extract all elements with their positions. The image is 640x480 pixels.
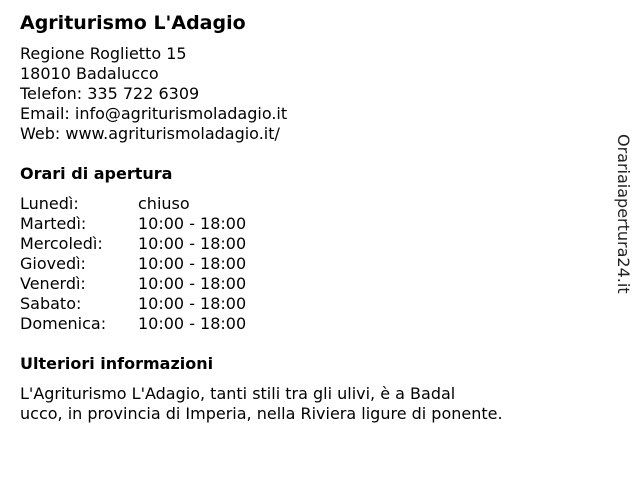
- hours-day: Domenica:: [20, 314, 107, 333]
- hours-row-saturday: [20, 294, 320, 314]
- hours-day: Lunedì:: [20, 194, 79, 213]
- more-info-heading: Ulteriori informazioni: [20, 354, 214, 373]
- business-name: Agriturismo L'Adagio: [20, 12, 246, 34]
- web-line: Web: www.agriturismoladagio.it/: [20, 124, 280, 143]
- hours-row-friday: [20, 274, 320, 294]
- hours-time: 10:00 - 18:00: [138, 274, 247, 293]
- hours-time: 10:00 - 18:00: [138, 254, 247, 273]
- hours-time: 10:00 - 18:00: [138, 214, 247, 233]
- email-line: Email: info@agriturismoladagio.it: [20, 104, 288, 123]
- hours-time: 10:00 - 18:00: [138, 314, 247, 333]
- address-street: Regione Roglietto 15: [20, 44, 187, 63]
- hours-row-tuesday: [20, 214, 320, 234]
- hours-time: 10:00 - 18:00: [138, 294, 247, 313]
- hours-row-wednesday: [20, 234, 320, 254]
- opening-hours-table: [20, 194, 320, 334]
- more-info-line: ucco, in provincia di Imperia, nella Riviera ligure di ponente.: [20, 404, 503, 423]
- hours-day: Sabato:: [20, 294, 82, 313]
- more-info-line: L'Agriturismo L'Adagio, tanti stili tra gli ulivi, è a Badal: [20, 384, 456, 403]
- hours-row-sunday: [20, 314, 320, 334]
- hours-time: chiuso: [138, 194, 190, 213]
- hours-time: 10:00 - 18:00: [138, 234, 247, 253]
- hours-day: Venerdì:: [20, 274, 86, 293]
- phone-line: Telefon: 335 722 6309: [20, 84, 200, 103]
- brand-watermark: Orariaiapertura24.it: [614, 134, 633, 294]
- hours-row-monday: [20, 194, 320, 214]
- opening-hours-heading: Orari di apertura: [20, 164, 173, 183]
- address-block: [20, 44, 287, 144]
- hours-day: Giovedì:: [20, 254, 86, 273]
- hours-row-thursday: [20, 254, 320, 274]
- address-city: 18010 Badalucco: [20, 64, 159, 83]
- more-info-text: [20, 384, 503, 424]
- hours-day: Martedì:: [20, 214, 87, 233]
- hours-day: Mercoledì:: [20, 234, 103, 253]
